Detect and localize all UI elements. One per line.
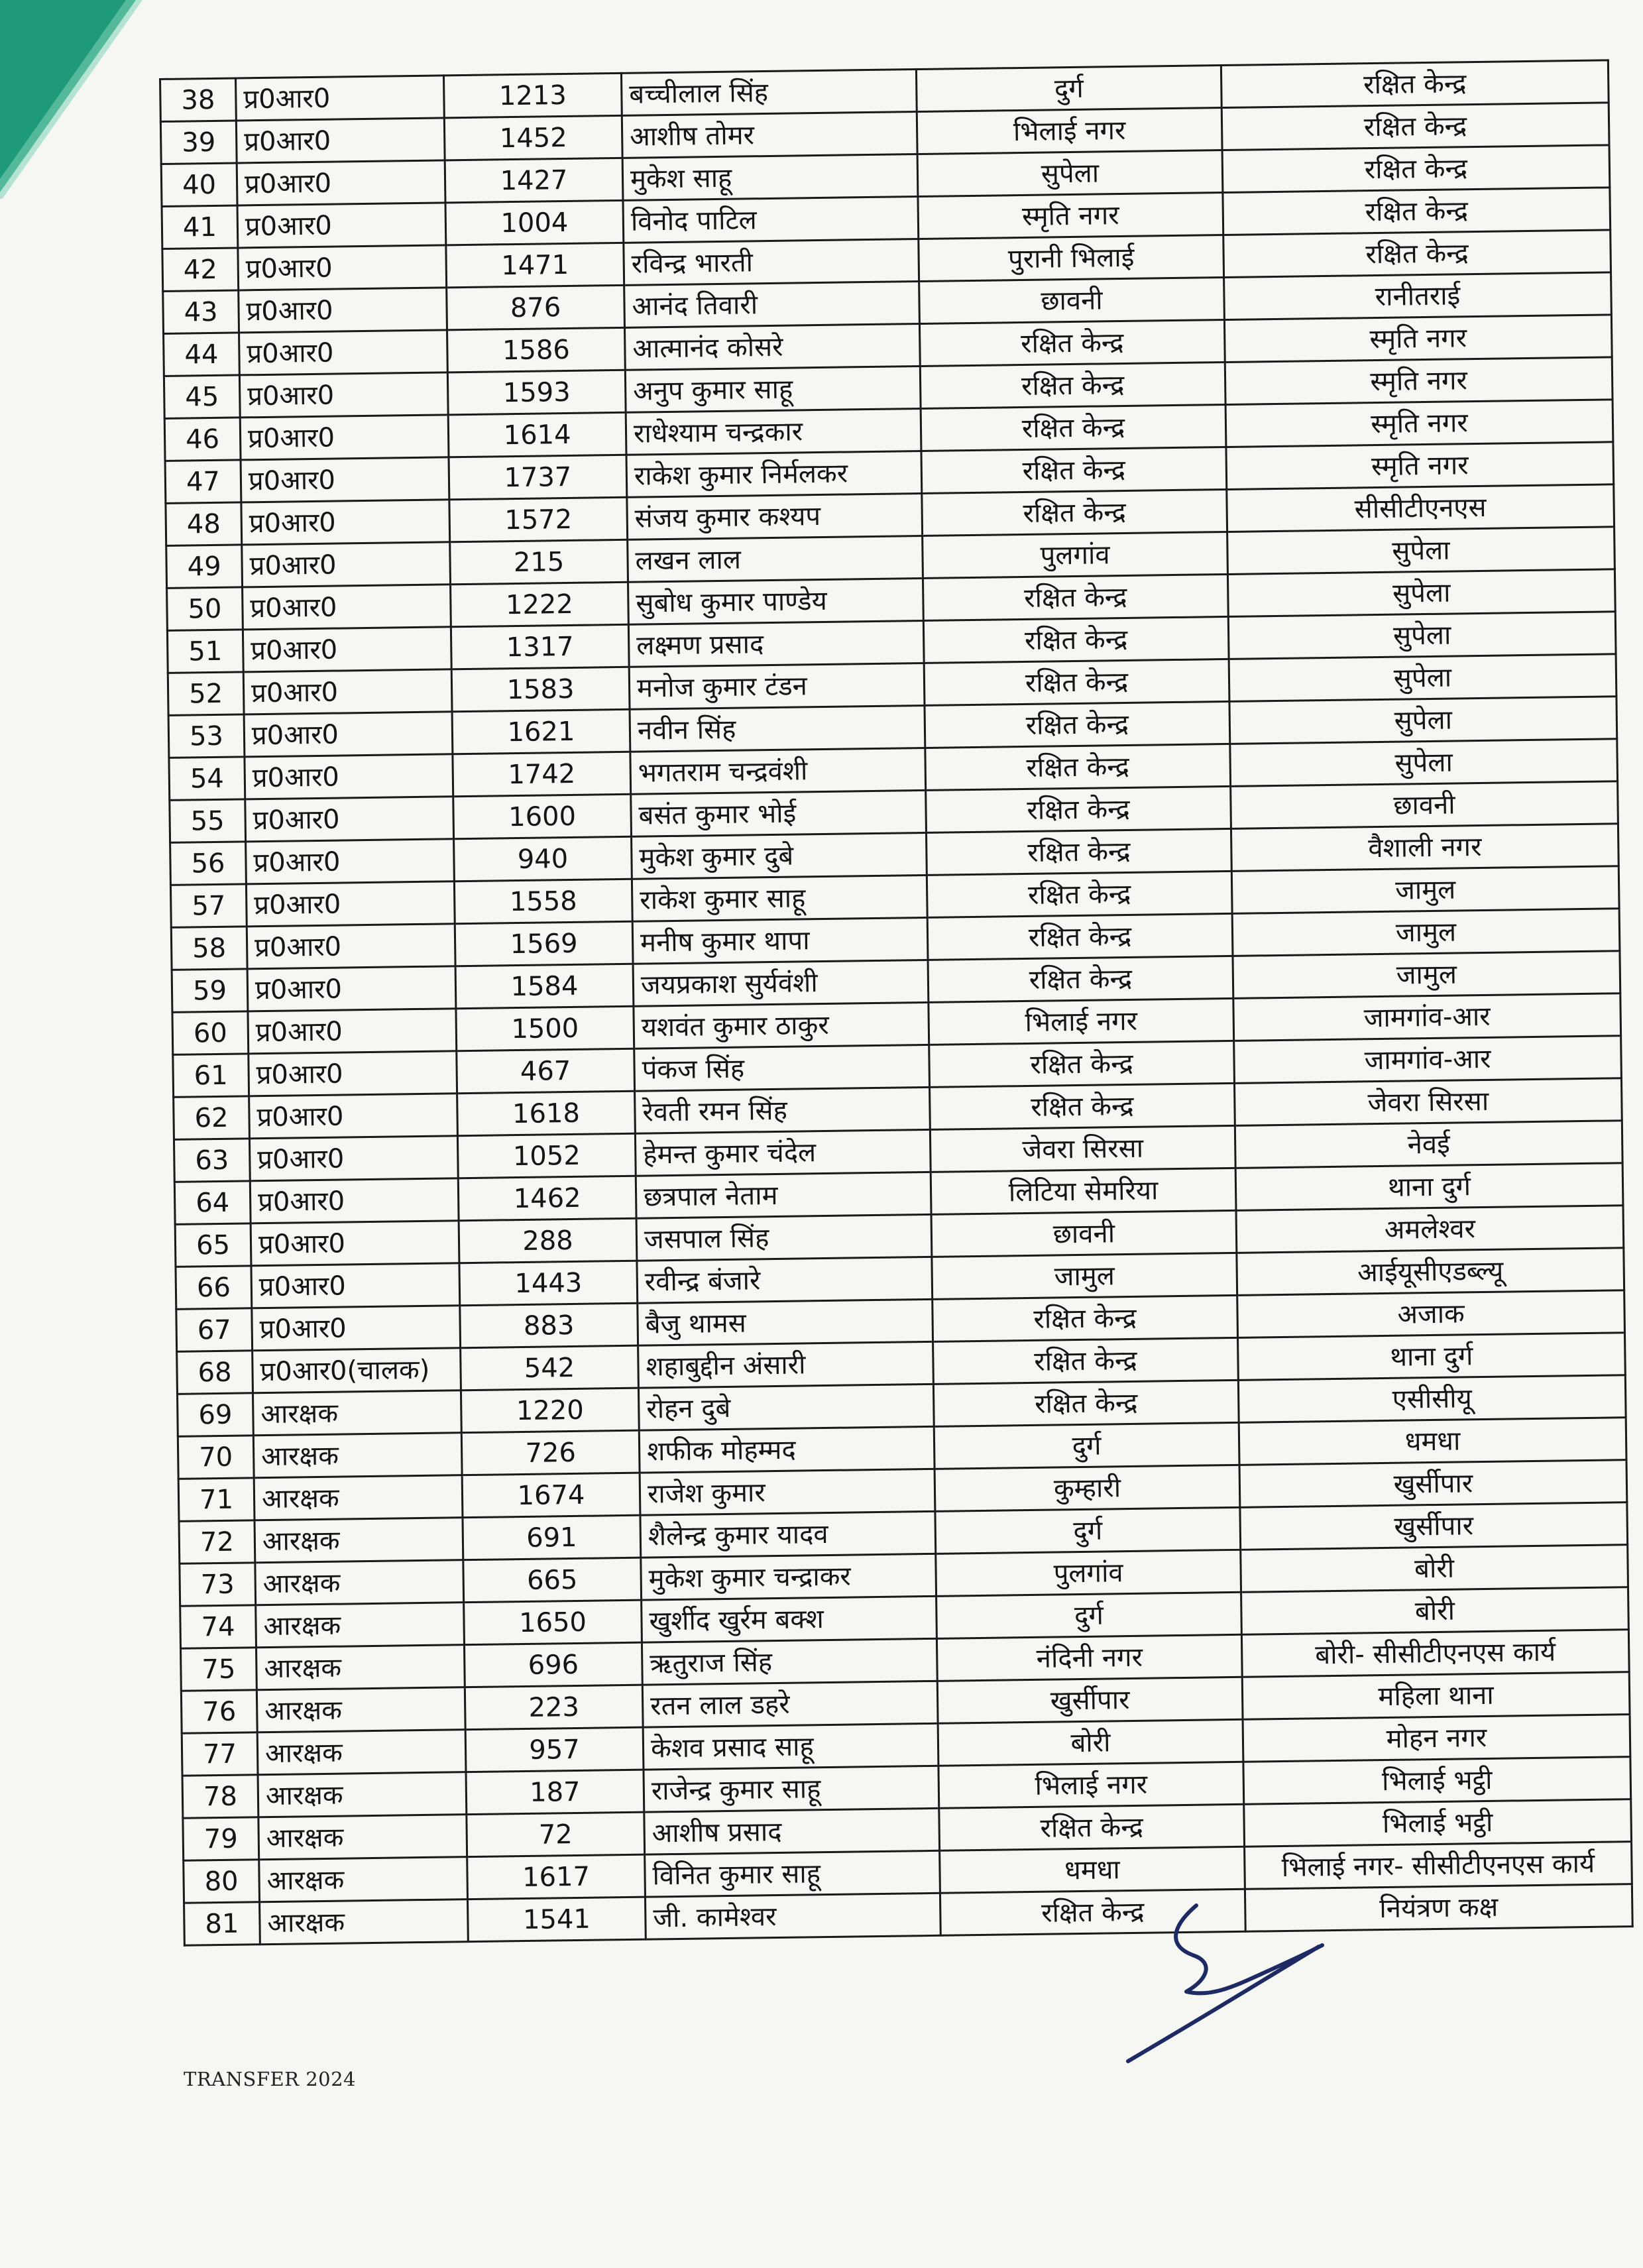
to-post-cell: जामुल xyxy=(1233,951,1620,999)
name-cell: राकेश कुमार साहू xyxy=(632,875,927,921)
serial-number-cell: 50 xyxy=(167,587,243,630)
badge-number-cell: 1586 xyxy=(447,327,626,372)
name-cell: बसंत कुमार भोई xyxy=(631,790,927,836)
serial-number-cell: 77 xyxy=(182,1732,258,1776)
to-post-cell: भिलाई भट्ठी xyxy=(1243,1757,1631,1805)
from-post-cell: भिलाई नगर xyxy=(938,1762,1244,1808)
badge-number-cell: 1593 xyxy=(447,370,626,415)
rank-cell: प्र0आर0 xyxy=(240,415,449,460)
rank-cell: प्र0आर0 xyxy=(236,76,445,121)
rank-cell: प्र0आर0 xyxy=(247,924,455,969)
rank-cell: प्र0आर0 xyxy=(238,245,447,290)
from-post-cell: रक्षित केन्द्र xyxy=(921,404,1226,451)
serial-number-cell: 65 xyxy=(175,1223,251,1267)
rank-cell: प्र0आर0 xyxy=(239,330,448,375)
to-post-cell: रानीतराई xyxy=(1224,272,1612,320)
rank-cell: प्र0आर0 xyxy=(241,457,449,502)
rank-cell: प्र0आर0(चालक) xyxy=(253,1348,461,1393)
name-cell: पंकज सिंह xyxy=(634,1045,930,1091)
badge-number-cell: 223 xyxy=(465,1685,643,1730)
to-post-cell: स्मृति नगर xyxy=(1225,400,1613,447)
from-post-cell: रक्षित केन्द्र xyxy=(920,362,1225,408)
serial-number-cell: 42 xyxy=(162,248,239,291)
serial-number-cell: 73 xyxy=(180,1563,256,1606)
name-cell: हेमन्त कुमार चंदेल xyxy=(635,1129,931,1176)
serial-number-cell: 67 xyxy=(176,1308,253,1351)
name-cell: सुबोध कुमार पाण्डेय xyxy=(628,578,924,624)
badge-number-cell: 1569 xyxy=(455,921,633,966)
to-post-cell: वैशाली नगर xyxy=(1231,824,1618,872)
from-post-cell: रक्षित केन्द्र xyxy=(940,1889,1245,1935)
serial-number-cell: 44 xyxy=(164,333,240,376)
to-post-cell: जेवरा सिरसा xyxy=(1234,1078,1622,1126)
badge-number-cell: 1614 xyxy=(448,412,626,457)
from-post-cell: खुर्सीपार xyxy=(937,1677,1243,1723)
serial-number-cell: 70 xyxy=(178,1436,254,1479)
to-post-cell: स्मृति नगर xyxy=(1225,357,1613,405)
badge-number-cell: 1443 xyxy=(459,1261,638,1306)
serial-number-cell: 61 xyxy=(173,1054,249,1097)
badge-number-cell: 665 xyxy=(463,1558,642,1603)
from-post-cell: भिलाई नगर xyxy=(917,108,1222,154)
to-post-cell: रक्षित केन्द्र xyxy=(1221,103,1609,150)
transfer-table-body xyxy=(160,60,1633,1945)
rank-cell: प्र0आर0 xyxy=(245,754,453,799)
to-post-cell: अमलेश्वर xyxy=(1236,1206,1624,1253)
to-post-cell: मोहन नगर xyxy=(1243,1715,1630,1762)
badge-number-cell: 542 xyxy=(461,1345,639,1390)
from-post-cell: लिटिया सेमरिया xyxy=(931,1168,1236,1214)
to-post-cell: बोरी xyxy=(1241,1587,1629,1635)
serial-number-cell: 46 xyxy=(164,418,241,461)
rank-cell: आरक्षक xyxy=(257,1730,466,1775)
rank-cell: आरक्षक xyxy=(256,1645,465,1690)
from-post-cell: छावनी xyxy=(931,1210,1237,1257)
serial-number-cell: 41 xyxy=(162,205,238,249)
name-cell: राजेश कुमार xyxy=(640,1469,935,1515)
name-cell: लखन लाल xyxy=(628,536,923,582)
to-post-cell: छावनी xyxy=(1231,781,1618,829)
serial-number-cell: 76 xyxy=(181,1690,257,1733)
serial-number-cell: 51 xyxy=(167,630,243,673)
rank-cell: प्र0आर0 xyxy=(241,500,450,545)
name-cell: लक्ष्मण प्रसाद xyxy=(628,620,924,667)
to-post-cell: खुर्सीपार xyxy=(1240,1503,1628,1550)
to-post-cell: स्मृति नगर xyxy=(1224,315,1612,363)
to-post-cell: सुपेला xyxy=(1227,569,1615,617)
rank-cell: आरक्षक xyxy=(258,1772,467,1817)
green-corner-graphic xyxy=(0,0,159,199)
to-post-cell: जामगांव-आर xyxy=(1233,993,1621,1041)
badge-number-cell: 467 xyxy=(457,1049,635,1094)
badge-number-cell: 1213 xyxy=(443,73,622,118)
serial-number-cell: 79 xyxy=(183,1817,259,1860)
serial-number-cell: 66 xyxy=(176,1266,252,1309)
rank-cell: प्र0आर0 xyxy=(249,1094,458,1139)
from-post-cell: भिलाई नगर xyxy=(929,998,1234,1045)
rank-cell: प्र0आर0 xyxy=(246,881,455,927)
transfer-table-sheet xyxy=(159,59,1632,1946)
badge-number-cell: 883 xyxy=(460,1303,638,1348)
badge-number-cell: 696 xyxy=(464,1642,642,1687)
name-cell: मुकेश कुमार चन्द्राकर xyxy=(641,1554,936,1600)
serial-number-cell: 68 xyxy=(177,1351,253,1394)
rank-cell: आरक्षक xyxy=(253,1390,461,1436)
rank-cell: प्र0आर0 xyxy=(245,797,454,842)
from-post-cell: रक्षित केन्द्र xyxy=(930,1083,1235,1129)
name-cell: संजय कुमार कश्यप xyxy=(627,493,923,539)
to-post-cell: नियंत्रण कक्ष xyxy=(1245,1884,1632,1932)
badge-number-cell: 1618 xyxy=(457,1091,636,1136)
to-post-cell: थाना दुर्ग xyxy=(1235,1163,1623,1211)
name-cell: केशव प्रसाद साहू xyxy=(643,1723,938,1770)
from-post-cell: रक्षित केन्द्र xyxy=(927,828,1232,875)
to-post-cell: बोरी- सीसीटीएनएस कार्य xyxy=(1241,1630,1629,1677)
from-post-cell: रक्षित केन्द्र xyxy=(925,701,1230,748)
to-post-cell: जामगांव-आर xyxy=(1234,1036,1622,1084)
rank-cell: आरक्षक xyxy=(256,1687,465,1732)
serial-number-cell: 58 xyxy=(171,927,247,970)
serial-number-cell: 59 xyxy=(172,969,248,1012)
badge-number-cell: 1583 xyxy=(451,667,630,712)
from-post-cell: रक्षित केन्द्र xyxy=(919,319,1225,366)
name-cell: मनोज कुमार टंडन xyxy=(629,663,925,709)
badge-number-cell: 691 xyxy=(463,1515,641,1560)
from-post-cell: रक्षित केन्द्र xyxy=(933,1380,1239,1426)
rank-cell: आरक्षक xyxy=(256,1603,465,1648)
badge-number-cell: 1052 xyxy=(457,1133,636,1178)
name-cell: रवीन्द्र बंजारे xyxy=(637,1257,933,1303)
serial-number-cell: 74 xyxy=(180,1605,256,1648)
rank-cell: प्र0आर0 xyxy=(243,669,452,714)
from-post-cell: रक्षित केन्द्र xyxy=(929,1041,1235,1087)
from-post-cell: दुर्ग xyxy=(916,66,1221,112)
from-post-cell: रक्षित केन्द्र xyxy=(939,1804,1245,1850)
badge-number-cell: 1650 xyxy=(464,1600,642,1645)
name-cell: जयप्रकाश सुर्यवंशी xyxy=(633,960,929,1006)
footer-label: TRANSFER 2024 xyxy=(184,2068,357,2090)
to-post-cell: सुपेला xyxy=(1229,654,1616,702)
name-cell: रोहन दुबे xyxy=(638,1384,934,1430)
rank-cell: प्र0आर0 xyxy=(236,118,445,163)
name-cell: राजेन्द्र कुमार साहू xyxy=(644,1766,939,1812)
name-cell: रविन्द्र भारती xyxy=(624,239,919,286)
from-post-cell: रक्षित केन्द्र xyxy=(923,616,1229,663)
rank-cell: प्र0आर0 xyxy=(237,203,446,248)
to-post-cell: रक्षित केन्द्र xyxy=(1223,188,1611,235)
serial-number-cell: 75 xyxy=(181,1648,257,1691)
to-post-cell: जामुल xyxy=(1231,866,1619,914)
name-cell: मुकेश साहू xyxy=(622,154,918,201)
name-cell: विनोद पाटिल xyxy=(623,197,919,243)
name-cell: ऋतुराज सिंह xyxy=(642,1638,937,1685)
badge-number-cell: 1621 xyxy=(452,709,630,754)
badge-number-cell: 1674 xyxy=(462,1473,640,1518)
to-post-cell: जामुल xyxy=(1232,909,1620,956)
badge-number-cell: 72 xyxy=(467,1812,645,1857)
rank-cell: आरक्षक xyxy=(259,1857,468,1902)
serial-number-cell: 53 xyxy=(168,714,245,758)
from-post-cell: दुर्ग xyxy=(936,1592,1242,1638)
to-post-cell: रक्षित केन्द्र xyxy=(1223,230,1611,278)
to-post-cell: सुपेला xyxy=(1228,612,1616,659)
from-post-cell: रक्षित केन्द्र xyxy=(928,956,1233,1002)
rank-cell: प्र0आर0 xyxy=(243,627,451,672)
rank-cell: प्र0आर0 xyxy=(239,372,448,418)
serial-number-cell: 63 xyxy=(174,1139,250,1182)
badge-number-cell: 957 xyxy=(465,1727,644,1772)
to-post-cell: धमधा xyxy=(1239,1418,1626,1465)
name-cell: आशीष प्रसाद xyxy=(644,1808,940,1854)
to-post-cell: बोरी xyxy=(1241,1545,1628,1593)
badge-number-cell: 1737 xyxy=(449,455,627,500)
serial-number-cell: 78 xyxy=(182,1775,258,1818)
from-post-cell: रक्षित केन्द्र xyxy=(933,1295,1238,1341)
from-post-cell: रक्षित केन्द्र xyxy=(926,786,1231,832)
from-post-cell: सुपेला xyxy=(917,150,1223,197)
badge-number-cell: 187 xyxy=(466,1770,644,1815)
name-cell: खुर्शीद खुर्रम बक्श xyxy=(642,1596,937,1642)
serial-number-cell: 38 xyxy=(160,78,237,121)
to-post-cell: सीसीटीएनएस xyxy=(1227,484,1615,532)
name-cell: शैलेन्द्र कुमार यादव xyxy=(640,1511,936,1558)
to-post-cell: नेवई xyxy=(1235,1121,1622,1168)
badge-number-cell: 1617 xyxy=(467,1854,646,1899)
to-post-cell: स्मृति नगर xyxy=(1226,442,1614,490)
rank-cell: प्र0आर0 xyxy=(243,585,451,630)
to-post-cell: थाना दुर्ग xyxy=(1238,1333,1626,1381)
rank-cell: प्र0आर0 xyxy=(237,160,445,205)
serial-number-cell: 48 xyxy=(166,502,242,545)
badge-number-cell: 1427 xyxy=(445,158,623,203)
name-cell: मनीष कुमार थापा xyxy=(632,917,928,964)
rank-cell: आरक्षक xyxy=(260,1899,469,1945)
from-post-cell: रक्षित केन्द्र xyxy=(925,744,1231,790)
to-post-cell: सुपेला xyxy=(1227,527,1615,575)
name-cell: नवीन सिंह xyxy=(630,705,925,752)
rank-cell: प्र0आर0 xyxy=(250,1178,459,1223)
rank-cell: प्र0आर0 xyxy=(249,1051,457,1096)
name-cell: मुकेश कुमार दुबे xyxy=(632,832,927,879)
serial-number-cell: 39 xyxy=(160,121,237,164)
serial-number-cell: 71 xyxy=(178,1478,255,1521)
to-post-cell: आईयूसीएडब्ल्यू xyxy=(1237,1248,1624,1296)
serial-number-cell: 72 xyxy=(179,1520,255,1563)
name-cell: आनंद तिवारी xyxy=(624,282,920,328)
name-cell: जसपाल सिंह xyxy=(636,1214,932,1261)
badge-number-cell: 1600 xyxy=(453,794,632,839)
from-post-cell: रक्षित केन्द्र xyxy=(924,659,1229,705)
name-cell: रतन लाल डहरे xyxy=(642,1681,938,1727)
from-post-cell: छावनी xyxy=(919,277,1225,323)
badge-number-cell: 1742 xyxy=(453,752,631,797)
from-post-cell: पुलगांव xyxy=(923,532,1228,578)
badge-number-cell: 215 xyxy=(450,539,628,585)
rank-cell: आरक्षक xyxy=(258,1815,467,1860)
serial-number-cell: 81 xyxy=(184,1902,260,1945)
serial-number-cell: 55 xyxy=(170,799,246,842)
name-cell: जी. कामेश्वर xyxy=(645,1893,940,1939)
name-cell: बच्चीलाल सिंह xyxy=(621,70,917,116)
name-cell: छत्रपाल नेताम xyxy=(636,1172,931,1218)
name-cell: राकेश कुमार निर्मलकर xyxy=(626,451,922,497)
serial-number-cell: 52 xyxy=(168,672,244,715)
badge-number-cell: 876 xyxy=(447,285,625,330)
badge-number-cell: 1584 xyxy=(455,964,634,1009)
to-post-cell: सुपेला xyxy=(1229,697,1617,744)
badge-number-cell: 1558 xyxy=(454,879,632,924)
rank-cell: प्र0आर0 xyxy=(248,1009,457,1054)
serial-number-cell: 60 xyxy=(172,1011,249,1054)
from-post-cell: स्मृति नगर xyxy=(918,193,1223,239)
badge-number-cell: 1317 xyxy=(451,624,629,669)
to-post-cell: अजाक xyxy=(1237,1290,1625,1338)
badge-number-cell: 1452 xyxy=(444,115,622,160)
from-post-cell: रक्षित केन्द्र xyxy=(923,574,1228,620)
name-cell: भगतराम चन्द्रवंशी xyxy=(630,748,926,794)
serial-number-cell: 56 xyxy=(170,842,247,885)
name-cell: आत्मानंद कोसरे xyxy=(624,324,920,370)
from-post-cell: रक्षित केन्द्र xyxy=(922,489,1227,536)
serial-number-cell: 47 xyxy=(165,460,241,503)
badge-number-cell: 1572 xyxy=(449,497,628,542)
badge-number-cell: 1220 xyxy=(461,1388,639,1433)
badge-number-cell: 1222 xyxy=(451,582,629,627)
from-post-cell: कुम्हारी xyxy=(935,1465,1240,1511)
name-cell: बैजु थामस xyxy=(638,1299,933,1345)
serial-number-cell: 49 xyxy=(166,545,243,588)
rank-cell: प्र0आर0 xyxy=(252,1306,461,1351)
badge-number-cell: 1471 xyxy=(446,243,624,288)
from-post-cell: जामुल xyxy=(932,1253,1237,1299)
transfer-table xyxy=(159,59,1634,1946)
name-cell: आशीष तोमर xyxy=(622,112,917,158)
badge-number-cell: 288 xyxy=(459,1218,637,1263)
badge-number-cell: 1500 xyxy=(456,1006,634,1051)
rank-cell: प्र0आर0 xyxy=(244,712,453,757)
serial-number-cell: 43 xyxy=(163,290,239,333)
badge-number-cell: 1541 xyxy=(468,1897,646,1942)
rank-cell: आरक्षक xyxy=(255,1560,464,1605)
name-cell: यशवंत कुमार ठाकुर xyxy=(634,1002,929,1049)
from-post-cell: नंदिनी नगर xyxy=(936,1634,1242,1681)
rank-cell: प्र0आर0 xyxy=(242,542,451,587)
signature-mark xyxy=(1120,1899,1339,2071)
serial-number-cell: 54 xyxy=(169,757,245,800)
from-post-cell: रक्षित केन्द्र xyxy=(933,1337,1239,1384)
rank-cell: आरक्षक xyxy=(254,1475,463,1520)
name-cell: रेवती रमन सिंह xyxy=(635,1087,931,1133)
from-post-cell: रक्षित केन्द्र xyxy=(927,913,1233,960)
rank-cell: प्र0आर0 xyxy=(249,1136,458,1181)
name-cell: राधेश्याम चन्द्रकार xyxy=(626,409,921,455)
from-post-cell: रक्षित केन्द्र xyxy=(921,447,1227,493)
serial-number-cell: 80 xyxy=(184,1860,260,1903)
to-post-cell: सुपेला xyxy=(1230,739,1618,787)
to-post-cell: भिलाई नगर- सीसीटीएनएस कार्य xyxy=(1245,1842,1632,1890)
badge-number-cell: 1462 xyxy=(458,1176,636,1221)
from-post-cell: दुर्ग xyxy=(934,1422,1239,1469)
rank-cell: प्र0आर0 xyxy=(251,1263,460,1308)
serial-number-cell: 40 xyxy=(161,163,237,206)
to-post-cell: भिलाई भट्ठी xyxy=(1244,1799,1632,1847)
serial-number-cell: 64 xyxy=(174,1181,251,1224)
serial-number-cell: 57 xyxy=(170,884,247,927)
from-post-cell: धमधा xyxy=(940,1846,1245,1893)
to-post-cell: रक्षित केन्द्र xyxy=(1221,60,1609,108)
serial-number-cell: 45 xyxy=(164,375,240,418)
badge-number-cell: 726 xyxy=(461,1430,640,1475)
from-post-cell: दुर्ग xyxy=(935,1507,1241,1554)
serial-number-cell: 62 xyxy=(174,1096,250,1139)
rank-cell: आरक्षक xyxy=(255,1518,463,1563)
to-post-cell: रक्षित केन्द्र xyxy=(1222,145,1610,193)
to-post-cell: खुर्सीपार xyxy=(1239,1460,1627,1508)
to-post-cell: एसीसीयू xyxy=(1238,1375,1626,1423)
rank-cell: आरक्षक xyxy=(253,1433,462,1478)
serial-number-cell: 69 xyxy=(177,1393,253,1436)
from-post-cell: पुलगांव xyxy=(936,1550,1241,1596)
name-cell: अनुप कुमार साहू xyxy=(625,367,921,413)
rank-cell: प्र0आर0 xyxy=(239,288,447,333)
to-post-cell: महिला थाना xyxy=(1242,1672,1630,1720)
name-cell: विनित कुमार साहू xyxy=(645,1850,940,1897)
badge-number-cell: 1004 xyxy=(445,200,624,245)
from-post-cell: जेवरा सिरसा xyxy=(930,1125,1235,1172)
name-cell: शहाबुद्दीन अंसारी xyxy=(638,1341,934,1388)
name-cell: शफीक मोहम्मद xyxy=(639,1426,935,1473)
rank-cell: प्र0आर0 xyxy=(247,966,456,1011)
from-post-cell: बोरी xyxy=(938,1719,1243,1766)
badge-number-cell: 940 xyxy=(454,836,632,881)
rank-cell: प्र0आर0 xyxy=(246,839,455,884)
from-post-cell: रक्षित केन्द्र xyxy=(927,871,1232,917)
rank-cell: प्र0आर0 xyxy=(251,1221,459,1266)
from-post-cell: पुरानी भिलाई xyxy=(919,235,1224,282)
